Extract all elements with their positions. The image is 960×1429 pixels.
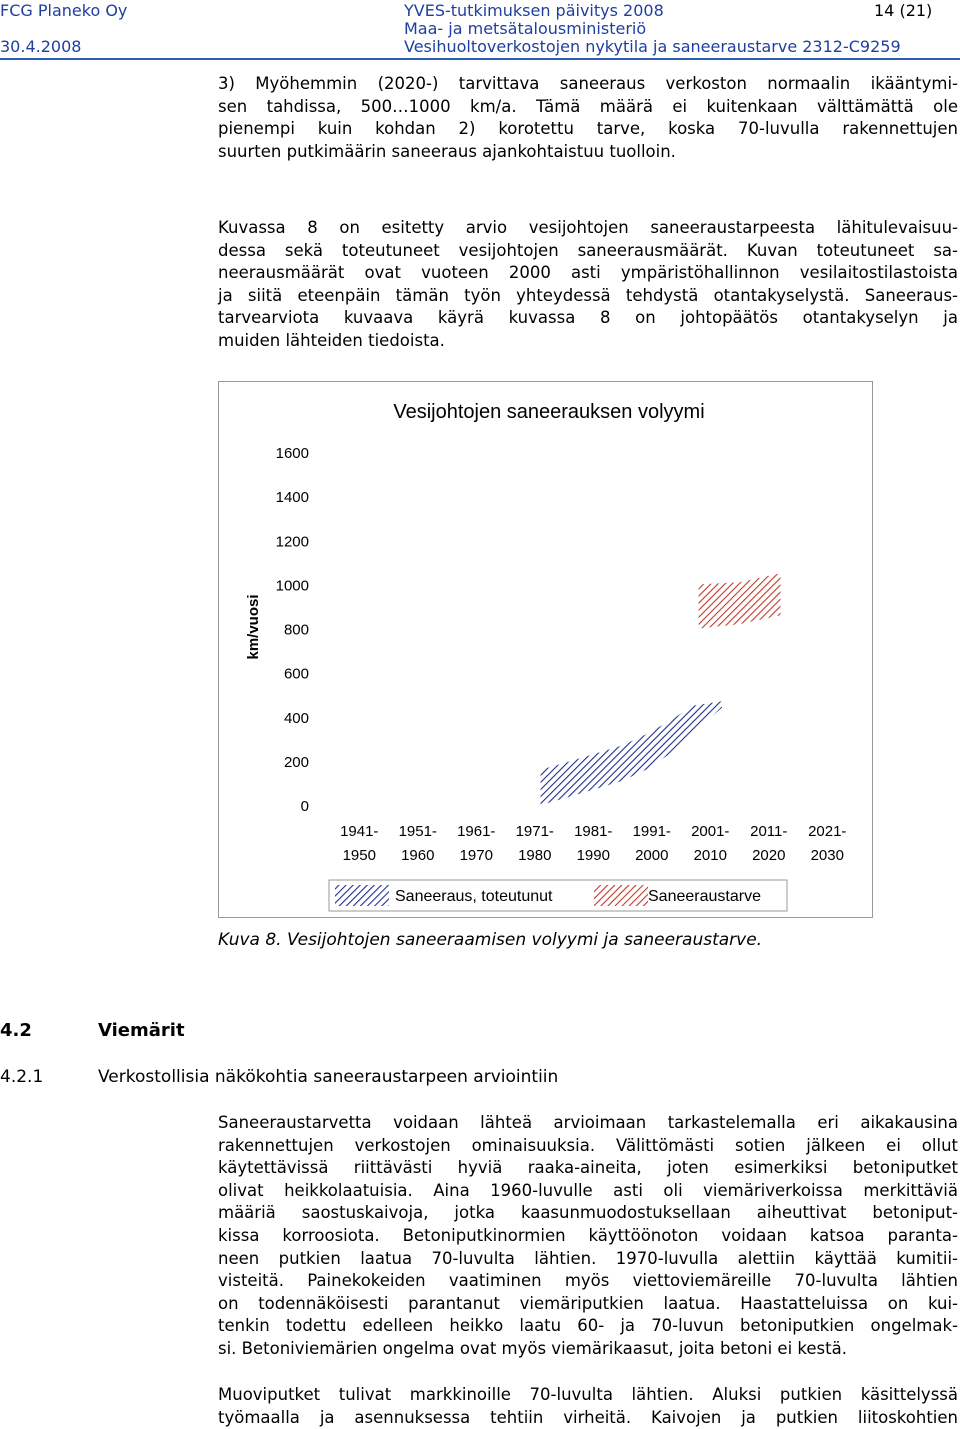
- subsection-title: Verkostollisia näkökohtia saneeraustarpeen arviointiin: [98, 1067, 559, 1087]
- y-tick-label: 600: [283, 665, 309, 683]
- text-line: tarvearviota kuvaava käyrä kuvassa 8 on johtopäätös otantakyselyn ja: [218, 308, 958, 328]
- x-tick-label: 1960: [401, 847, 435, 864]
- text-line: työmaalla ja asennuksessa tehtiin virheitä. Kaivojen ja putkien liitoskohtien: [218, 1407, 958, 1427]
- y-tick-label: 1000: [275, 577, 309, 595]
- x-axis-ticks: [340, 823, 846, 864]
- x-tick-label: 2001-: [691, 823, 730, 840]
- chart-areas: [541, 573, 781, 805]
- x-tick-label: 1980: [518, 847, 552, 864]
- y-tick-label: 400: [283, 709, 309, 727]
- y-tick-label: 200: [283, 753, 309, 771]
- section-title: Viemärit: [98, 1020, 185, 1041]
- text-line: sen tahdissa, 500…1000 km/a. Tämä määrä ei kuitenkaan välttämättä ole: [218, 96, 958, 116]
- text-line: ja siitä eteenpäin tämän työn yhteydessä tehdystä otantakyselystä. Saneeraus-: [218, 285, 958, 305]
- project-title: YVES-tutkimuksen päivitys 2008: [404, 1, 664, 20]
- y-axis-ticks: [276, 445, 309, 815]
- x-tick-label: 1991-: [632, 823, 671, 840]
- x-tick-label: 2011-: [750, 823, 788, 840]
- x-tick-label: 1971-: [515, 823, 554, 840]
- section-number: 4.2: [0, 1020, 32, 1041]
- report-title: Vesihuoltoverkostojen nykytila ja saneeraustarve 2312-C9259: [404, 37, 901, 56]
- subsection-number: 4.2.1: [0, 1067, 44, 1087]
- y-tick-label: 1400: [275, 489, 309, 507]
- page-number: 14 (21): [874, 1, 933, 20]
- company-name: FCG Planeko Oy: [0, 1, 128, 20]
- subsection-heading: [0, 1067, 558, 1087]
- text-line: käytettävissä riittävästi hyviä raaka-aineita, joten esimerkiksi betoniputket: [218, 1158, 958, 1178]
- client-name: Maa- ja metsätalousministeriö: [404, 19, 647, 38]
- chart-legend: [329, 880, 787, 911]
- text-line: suurten putkimäärin saneeraus ajankohtaistuu tuolloin.: [218, 141, 676, 161]
- plastic-pipes-paragraph: [218, 1384, 958, 1429]
- text-line: rakennettujen verkostojen ominaisuuksia. Välittömästi sotien jälkeen ei ollut: [218, 1135, 958, 1155]
- text-line: tenkin todettu edelleen heikko laatu 60- ja 70-luvun betoniputkien ongelmak-: [218, 1316, 958, 1336]
- text-line: neen putkien laatua 70-luvulta lähtien. 1970-luvulla alettiin käyttää kumitii-: [218, 1248, 958, 1268]
- legend-swatch-saneeraustarve: [594, 885, 648, 906]
- x-tick-label: 2010: [693, 847, 727, 864]
- x-tick-label: 1990: [576, 847, 610, 864]
- text-line: dessa sekä toteutuneet vesijohtojen saneerausmäärät. Kuvan toteutuneet sa-: [218, 240, 958, 260]
- intro-paragraph: [218, 73, 958, 163]
- y-tick-label: 1200: [275, 533, 309, 551]
- text-line: kissa korroosiota. Betoniputkinormien käyttöönoton voidaan katsoa paranta-: [218, 1225, 958, 1245]
- renovation-volume-chart: [219, 382, 872, 917]
- y-axis-label: km/vuosi: [245, 594, 262, 660]
- text-line: Muoviputket tulivat markkinoille 70-luvulta lähtien. Aluksi putkien käsittelyssä: [218, 1385, 958, 1404]
- area-saneeraustarve: [699, 573, 781, 628]
- text-line: neerausmäärät ovat vuoteen 2000 asti ympäristöhallinnon vesilaitostilastoista: [218, 263, 958, 283]
- text-line: si. Betoniviemärien ongelma ovat myös viemärikaasut, joita betoni ei kestä.: [218, 1338, 847, 1358]
- x-tick-label: 1981-: [574, 823, 613, 840]
- x-tick-label: 1961-: [457, 823, 496, 840]
- text-line: muiden lähteiden tiedoista.: [218, 330, 445, 350]
- x-tick-label: 1950: [342, 847, 376, 864]
- section-heading: [0, 1020, 185, 1041]
- text-line: Saneeraustarvetta voidaan lähteä arvioimaan tarkastelemalla eri aikakausina: [218, 1113, 958, 1132]
- y-tick-label: 1600: [275, 445, 309, 462]
- area-saneeraus-toteutunut: [541, 701, 722, 805]
- chart-title: Vesijohtojen saneerauksen volyymi: [393, 401, 705, 423]
- header-divider: [0, 58, 960, 60]
- legend-swatch-toteutunut: [335, 885, 389, 906]
- text-line: Kuvassa 8 on esitetty arvio vesijohtojen saneeraustarpeesta lähitulevaisuu-: [218, 218, 958, 237]
- y-tick-label: 0: [300, 798, 309, 815]
- text-line: olivat heikkolaatuisia. Aina 1960-luvulle asti oli viemäriverkoissa merkittäviä: [218, 1180, 958, 1200]
- legend-label-saneeraustarve: Saneeraustarve: [648, 888, 761, 905]
- text-line: 3) Myöhemmin (2020-) tarvittava saneeraus verkoston normaalin ikääntymi-: [218, 74, 958, 93]
- x-tick-label: 1941-: [340, 823, 379, 840]
- figure-caption: Kuva 8. Vesijohtojen saneeraamisen volyymi ja saneeraustarve.: [218, 930, 763, 950]
- y-tick-label: 800: [283, 621, 309, 639]
- x-tick-label: 2030: [810, 847, 844, 864]
- x-tick-label: 2000: [635, 847, 669, 864]
- figure-description-paragraph: [218, 217, 958, 353]
- text-line: pienempi kuin kohdan 2) korotettu tarve, koska 70-luvulla rakennettujen: [218, 119, 958, 139]
- chart-frame: [218, 381, 873, 918]
- legend-label-toteutunut: Saneeraus, toteutunut: [395, 888, 553, 905]
- text-line: on todennäköisesti parantanut viemäriputkien laatua. Haastatteluissa on kui-: [218, 1293, 958, 1313]
- x-tick-label: 2021-: [808, 823, 847, 840]
- x-tick-label: 1951-: [398, 823, 437, 840]
- text-line: määriä saostuskaivoja, jotka kaasunmuodostuksellaan aiheuttivat betoniput-: [218, 1203, 958, 1223]
- document-date: 30.4.2008: [0, 37, 82, 56]
- sewer-paragraph: [218, 1112, 958, 1361]
- x-tick-label: 1970: [459, 847, 493, 864]
- text-line: visteitä. Painekokeiden vaatiminen myös viettoviemäreille 70-luvulta lähtien: [218, 1271, 958, 1291]
- x-tick-label: 2020: [752, 847, 786, 864]
